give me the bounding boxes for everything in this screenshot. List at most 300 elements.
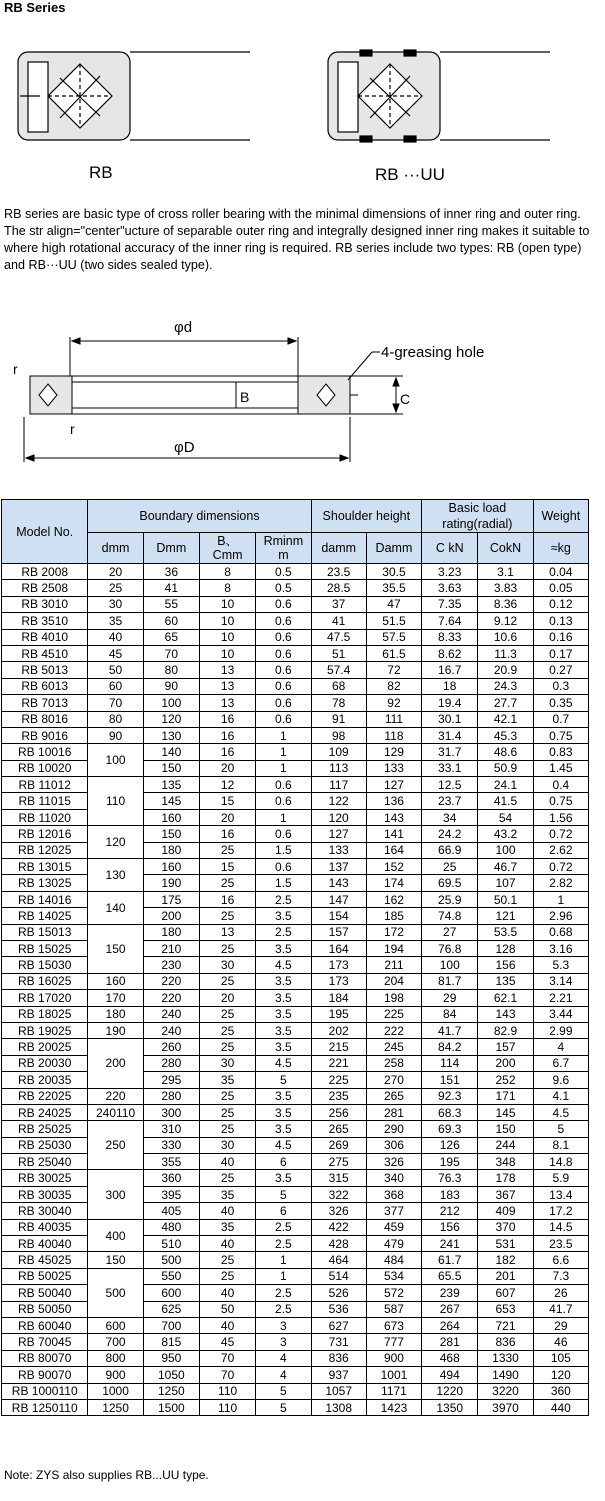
Da-cell: 900 (366, 1350, 421, 1366)
r-cell: 0.6 (256, 826, 311, 842)
rbuu-section-figure (320, 42, 590, 187)
da-cell: 326 (311, 1203, 366, 1219)
Da-cell: 136 (366, 793, 421, 809)
D-cell: 1250 (143, 1383, 199, 1399)
c-cell: 8.62 (422, 645, 478, 661)
b-cell: 25 (199, 1088, 255, 1104)
d-cell: 120 (88, 826, 143, 859)
table-row (2, 645, 589, 661)
b-cell: 35 (199, 1186, 255, 1202)
model-cell: RB 5013 (2, 662, 88, 678)
r-cell: 0.5 (256, 580, 311, 596)
r-cell: 1.5 (256, 842, 311, 858)
da-cell: 23.5 (311, 564, 366, 580)
header-dmm: dmm (88, 533, 143, 564)
da-cell: 275 (311, 1154, 366, 1170)
co-cell: 41.5 (478, 793, 533, 809)
d-cell: 60 (88, 678, 143, 694)
Da-cell: 459 (366, 1219, 421, 1235)
r-cell: 3.5 (256, 908, 311, 924)
co-cell: 653 (478, 1301, 533, 1317)
model-cell: RB 12016 (2, 826, 88, 842)
D-cell: 480 (143, 1219, 199, 1235)
D-cell: 135 (143, 777, 199, 793)
da-cell: 164 (311, 940, 366, 956)
r-cell: 3.5 (256, 1088, 311, 1104)
D-cell: 65 (143, 629, 199, 645)
table-row (2, 727, 589, 743)
b-cell: 20 (199, 760, 255, 776)
co-cell: 252 (478, 1072, 533, 1088)
d-cell: 300 (88, 1170, 143, 1219)
weight-cell: 5 (533, 1121, 588, 1137)
c-cell: 18 (422, 678, 478, 694)
b-cell: 35 (199, 1072, 255, 1088)
header-boundary: Boundary dimensions (88, 500, 311, 533)
weight-cell: 2.99 (533, 1022, 588, 1038)
table-row (2, 629, 589, 645)
r-cell: 2.5 (256, 924, 311, 940)
d-cell: 70 (88, 695, 143, 711)
c-cell: 8.33 (422, 629, 478, 645)
header-damm: damm (311, 533, 366, 564)
model-cell: RB 3010 (2, 596, 88, 612)
D-cell: 150 (143, 760, 199, 776)
r-cell: 2.5 (256, 1236, 311, 1252)
r-cell: 5 (256, 1072, 311, 1088)
weight-cell: 4 (533, 1039, 588, 1055)
weight-cell: 0.83 (533, 744, 588, 760)
r-cell: 3.5 (256, 990, 311, 1006)
co-cell: 1490 (478, 1367, 533, 1383)
weight-cell: 440 (533, 1399, 588, 1415)
b-cell: 40 (199, 1285, 255, 1301)
d-cell: 700 (88, 1334, 143, 1350)
d-cell: 100 (88, 744, 143, 777)
table-row (2, 1334, 589, 1350)
weight-cell: 0.35 (533, 695, 588, 711)
b-cell: 25 (199, 973, 255, 989)
model-cell: RB 30040 (2, 1203, 88, 1219)
table-row (2, 1383, 589, 1399)
da-cell: 627 (311, 1317, 366, 1333)
co-cell: 143 (478, 1006, 533, 1022)
b-cell: 20 (199, 809, 255, 825)
Da-cell: 222 (366, 1022, 421, 1038)
da-cell: 147 (311, 891, 366, 907)
height-c-label: C (400, 391, 411, 407)
r-cell: 5 (256, 1383, 311, 1399)
d-cell: 250 (88, 1121, 143, 1170)
radius-r-top-label: r (13, 361, 18, 377)
c-cell: 114 (422, 1055, 478, 1071)
Da-cell: 265 (366, 1088, 421, 1104)
rb-section-figure (10, 42, 255, 187)
c-cell: 12.5 (422, 777, 478, 793)
header-shoulder: Shoulder height (311, 500, 422, 533)
r-cell: 0.6 (256, 645, 311, 661)
weight-cell: 5.9 (533, 1170, 588, 1186)
weight-cell: 14.8 (533, 1154, 588, 1170)
da-cell: 173 (311, 957, 366, 973)
Da-cell: 198 (366, 990, 421, 1006)
weight-cell: 0.04 (533, 564, 588, 580)
d-cell: 800 (88, 1350, 143, 1366)
b-cell: 40 (199, 1203, 255, 1219)
co-cell: 3.83 (478, 580, 533, 596)
d-cell: 140 (88, 891, 143, 924)
D-cell: 190 (143, 875, 199, 891)
D-cell: 220 (143, 973, 199, 989)
b-cell: 40 (199, 1236, 255, 1252)
D-cell: 230 (143, 957, 199, 973)
da-cell: 41 (311, 613, 366, 629)
co-cell: 135 (478, 973, 533, 989)
model-cell: RB 50050 (2, 1301, 88, 1317)
co-cell: 3.1 (478, 564, 533, 580)
Da-cell: 164 (366, 842, 421, 858)
b-cell: 30 (199, 1055, 255, 1071)
weight-cell: 0.4 (533, 777, 588, 793)
header-kg: ≈kg (533, 533, 588, 564)
Da-cell: 185 (366, 908, 421, 924)
co-cell: 3970 (478, 1399, 533, 1415)
d-cell: 600 (88, 1317, 143, 1333)
c-cell: 7.35 (422, 596, 478, 612)
b-cell: 25 (199, 1170, 255, 1186)
r-cell: 4 (256, 1350, 311, 1366)
D-cell: 1050 (143, 1367, 199, 1383)
d-cell: 110 (88, 777, 143, 826)
da-cell: 117 (311, 777, 366, 793)
co-cell: 82.9 (478, 1022, 533, 1038)
D-cell: 240 (143, 1006, 199, 1022)
weight-cell: 0.72 (533, 826, 588, 842)
b-cell: 40 (199, 1317, 255, 1333)
weight-cell: 4.1 (533, 1088, 588, 1104)
r-cell: 1 (256, 1268, 311, 1284)
c-cell: 84.2 (422, 1039, 478, 1055)
co-cell: 1330 (478, 1350, 533, 1366)
c-cell: 3.23 (422, 564, 478, 580)
da-cell: 235 (311, 1088, 366, 1104)
D-cell: 510 (143, 1236, 199, 1252)
c-cell: 1350 (422, 1399, 478, 1415)
da-cell: 422 (311, 1219, 366, 1235)
co-cell: 721 (478, 1317, 533, 1333)
r-cell: 0.6 (256, 711, 311, 727)
model-cell: RB 2508 (2, 580, 88, 596)
model-cell: RB 9016 (2, 727, 88, 743)
Da-cell: 777 (366, 1334, 421, 1350)
Da-cell: 587 (366, 1301, 421, 1317)
table-row (2, 1088, 589, 1104)
Da-cell: 172 (366, 924, 421, 940)
weight-cell: 0.27 (533, 662, 588, 678)
co-cell: 54 (478, 809, 533, 825)
b-cell: 40 (199, 1154, 255, 1170)
dimension-drawing (8, 312, 508, 472)
Da-cell: 129 (366, 744, 421, 760)
weight-cell: 0.12 (533, 596, 588, 612)
Da-cell: 1001 (366, 1367, 421, 1383)
footer-note: Note: ZYS also supplies RB...UU type. (4, 1468, 209, 1482)
Da-cell: 127 (366, 777, 421, 793)
D-cell: 360 (143, 1170, 199, 1186)
table-row (2, 662, 589, 678)
d-cell: 400 (88, 1219, 143, 1252)
model-cell: RB 8016 (2, 711, 88, 727)
Da-cell: 211 (366, 957, 421, 973)
model-cell: RB 25025 (2, 1121, 88, 1137)
da-cell: 122 (311, 793, 366, 809)
d-cell: 160 (88, 973, 143, 989)
b-cell: 16 (199, 826, 255, 842)
D-cell: 145 (143, 793, 199, 809)
c-cell: 74.8 (422, 908, 478, 924)
Da-cell: 72 (366, 662, 421, 678)
b-cell: 25 (199, 1121, 255, 1137)
c-cell: 41.7 (422, 1022, 478, 1038)
header-ckn: C kN (422, 533, 478, 564)
Da-cell: 133 (366, 760, 421, 776)
D-cell: 175 (143, 891, 199, 907)
D-cell: 41 (143, 580, 199, 596)
rbuu-figure-label: RB ···UU (375, 165, 445, 184)
r-cell: 0.6 (256, 695, 311, 711)
da-cell: 120 (311, 809, 366, 825)
r-cell: 0.6 (256, 777, 311, 793)
outer-diameter-label: φD (174, 439, 195, 456)
co-cell: 9.12 (478, 613, 533, 629)
table-row (2, 1367, 589, 1383)
model-cell: RB 40035 (2, 1219, 88, 1235)
model-cell: RB 30035 (2, 1186, 88, 1202)
Da-cell: 162 (366, 891, 421, 907)
D-cell: 355 (143, 1154, 199, 1170)
weight-cell: 1.56 (533, 809, 588, 825)
b-cell: 25 (199, 1104, 255, 1120)
model-cell: RB 12025 (2, 842, 88, 858)
bore-diameter-label: φd (174, 319, 193, 336)
D-cell: 36 (143, 564, 199, 580)
Da-cell: 534 (366, 1268, 421, 1284)
b-cell: 13 (199, 924, 255, 940)
model-cell: RB 70045 (2, 1334, 88, 1350)
co-cell: 200 (478, 1055, 533, 1071)
table-row (2, 580, 589, 596)
co-cell: 11.3 (478, 645, 533, 661)
model-cell: RB 13025 (2, 875, 88, 891)
Da-cell: 82 (366, 678, 421, 694)
co-cell: 201 (478, 1268, 533, 1284)
weight-cell: 9.6 (533, 1072, 588, 1088)
c-cell: 31.7 (422, 744, 478, 760)
c-cell: 151 (422, 1072, 478, 1088)
c-cell: 16.7 (422, 662, 478, 678)
d-cell: 90 (88, 727, 143, 743)
b-cell: 30 (199, 1137, 255, 1153)
Da-cell: 51.5 (366, 613, 421, 629)
weight-cell: 26 (533, 1285, 588, 1301)
c-cell: 33.1 (422, 760, 478, 776)
table-row (2, 973, 589, 989)
b-cell: 12 (199, 777, 255, 793)
c-cell: 81.7 (422, 973, 478, 989)
D-cell: 130 (143, 727, 199, 743)
r-cell: 3.5 (256, 1121, 311, 1137)
D-cell: 160 (143, 809, 199, 825)
r-cell: 2.5 (256, 1301, 311, 1317)
co-cell: 46.7 (478, 859, 533, 875)
d-cell: 170 (88, 990, 143, 1006)
weight-cell: 105 (533, 1350, 588, 1366)
weight-cell: 2.96 (533, 908, 588, 924)
weight-cell: 0.75 (533, 793, 588, 809)
r-cell: 2.5 (256, 1285, 311, 1301)
r-cell: 0.6 (256, 859, 311, 875)
r-cell: 1.5 (256, 875, 311, 891)
da-cell: 464 (311, 1252, 366, 1268)
r-cell: 3 (256, 1317, 311, 1333)
D-cell: 120 (143, 711, 199, 727)
co-cell: 42.1 (478, 711, 533, 727)
c-cell: 239 (422, 1285, 478, 1301)
weight-cell: 8.1 (533, 1137, 588, 1153)
c-cell: 65.5 (422, 1268, 478, 1284)
D-cell: 395 (143, 1186, 199, 1202)
b-cell: 110 (199, 1399, 255, 1415)
table-row (2, 1039, 589, 1055)
table-row (2, 678, 589, 694)
model-cell: RB 24025 (2, 1104, 88, 1120)
table-row (2, 1350, 589, 1366)
D-cell: 310 (143, 1121, 199, 1137)
Da-cell: 174 (366, 875, 421, 891)
D-cell: 140 (143, 744, 199, 760)
c-cell: 212 (422, 1203, 478, 1219)
model-cell: RB 14025 (2, 908, 88, 924)
weight-cell: 120 (533, 1367, 588, 1383)
d-cell: 150 (88, 924, 143, 973)
r-cell: 0.6 (256, 629, 311, 645)
d-cell: 900 (88, 1367, 143, 1383)
D-cell: 150 (143, 826, 199, 842)
b-cell: 25 (199, 908, 255, 924)
model-cell: RB 80070 (2, 1350, 88, 1366)
header-Dmm: Dmm (143, 533, 199, 564)
r-cell: 2.5 (256, 1219, 311, 1235)
r-cell: 3.5 (256, 940, 311, 956)
co-cell: 348 (478, 1154, 533, 1170)
model-cell: RB 90070 (2, 1367, 88, 1383)
d-cell: 20 (88, 564, 143, 580)
co-cell: 8.36 (478, 596, 533, 612)
D-cell: 180 (143, 842, 199, 858)
Da-cell: 281 (366, 1104, 421, 1120)
Da-cell: 57.5 (366, 629, 421, 645)
d-cell: 220 (88, 1088, 143, 1104)
table-row (2, 564, 589, 580)
d-cell: 130 (88, 859, 143, 892)
D-cell: 300 (143, 1104, 199, 1120)
Da-cell: 673 (366, 1317, 421, 1333)
D-cell: 1500 (143, 1399, 199, 1415)
b-cell: 25 (199, 1252, 255, 1268)
b-cell: 16 (199, 891, 255, 907)
weight-cell: 13.4 (533, 1186, 588, 1202)
co-cell: 50.1 (478, 891, 533, 907)
da-cell: 109 (311, 744, 366, 760)
c-cell: 27 (422, 924, 478, 940)
r-cell: 0.6 (256, 596, 311, 612)
b-cell: 8 (199, 580, 255, 596)
table-row (2, 859, 589, 875)
co-cell: 157 (478, 1039, 533, 1055)
co-cell: 20.9 (478, 662, 533, 678)
D-cell: 280 (143, 1055, 199, 1071)
c-cell: 69.5 (422, 875, 478, 891)
da-cell: 265 (311, 1121, 366, 1137)
b-cell: 16 (199, 711, 255, 727)
c-cell: 264 (422, 1317, 478, 1333)
weight-cell: 29 (533, 1317, 588, 1333)
r-cell: 4.5 (256, 1137, 311, 1153)
table-row (2, 695, 589, 711)
co-cell: 24.3 (478, 678, 533, 694)
d-cell: 30 (88, 596, 143, 612)
r-cell: 3.5 (256, 1104, 311, 1120)
weight-cell: 14.5 (533, 1219, 588, 1235)
d-cell: 240110 (88, 1104, 143, 1120)
D-cell: 295 (143, 1072, 199, 1088)
header-rmin: Rminm m (256, 533, 311, 564)
D-cell: 220 (143, 990, 199, 1006)
d-cell: 45 (88, 645, 143, 661)
b-cell: 30 (199, 957, 255, 973)
model-cell: RB 11012 (2, 777, 88, 793)
c-cell: 31.4 (422, 727, 478, 743)
table-row (2, 596, 589, 612)
D-cell: 210 (143, 940, 199, 956)
c-cell: 468 (422, 1350, 478, 1366)
co-cell: 367 (478, 1186, 533, 1202)
b-cell: 20 (199, 990, 255, 1006)
da-cell: 173 (311, 973, 366, 989)
rb-spec-table (1, 499, 589, 1416)
r-cell: 1 (256, 760, 311, 776)
c-cell: 25 (422, 859, 478, 875)
co-cell: 107 (478, 875, 533, 891)
model-cell: RB 17020 (2, 990, 88, 1006)
header-cokn: CokN (478, 533, 533, 564)
c-cell: 30.1 (422, 711, 478, 727)
co-cell: 43.2 (478, 826, 533, 842)
co-cell: 836 (478, 1334, 533, 1350)
co-cell: 182 (478, 1252, 533, 1268)
da-cell: 91 (311, 711, 366, 727)
D-cell: 240 (143, 1022, 199, 1038)
b-cell: 10 (199, 613, 255, 629)
table-row (2, 1268, 589, 1284)
d-cell: 200 (88, 1039, 143, 1088)
d-cell: 1250 (88, 1399, 143, 1415)
r-cell: 3.5 (256, 1170, 311, 1186)
weight-cell: 5.3 (533, 957, 588, 973)
header-model: Model No. (2, 500, 88, 564)
r-cell: 6 (256, 1154, 311, 1170)
b-cell: 45 (199, 1334, 255, 1350)
